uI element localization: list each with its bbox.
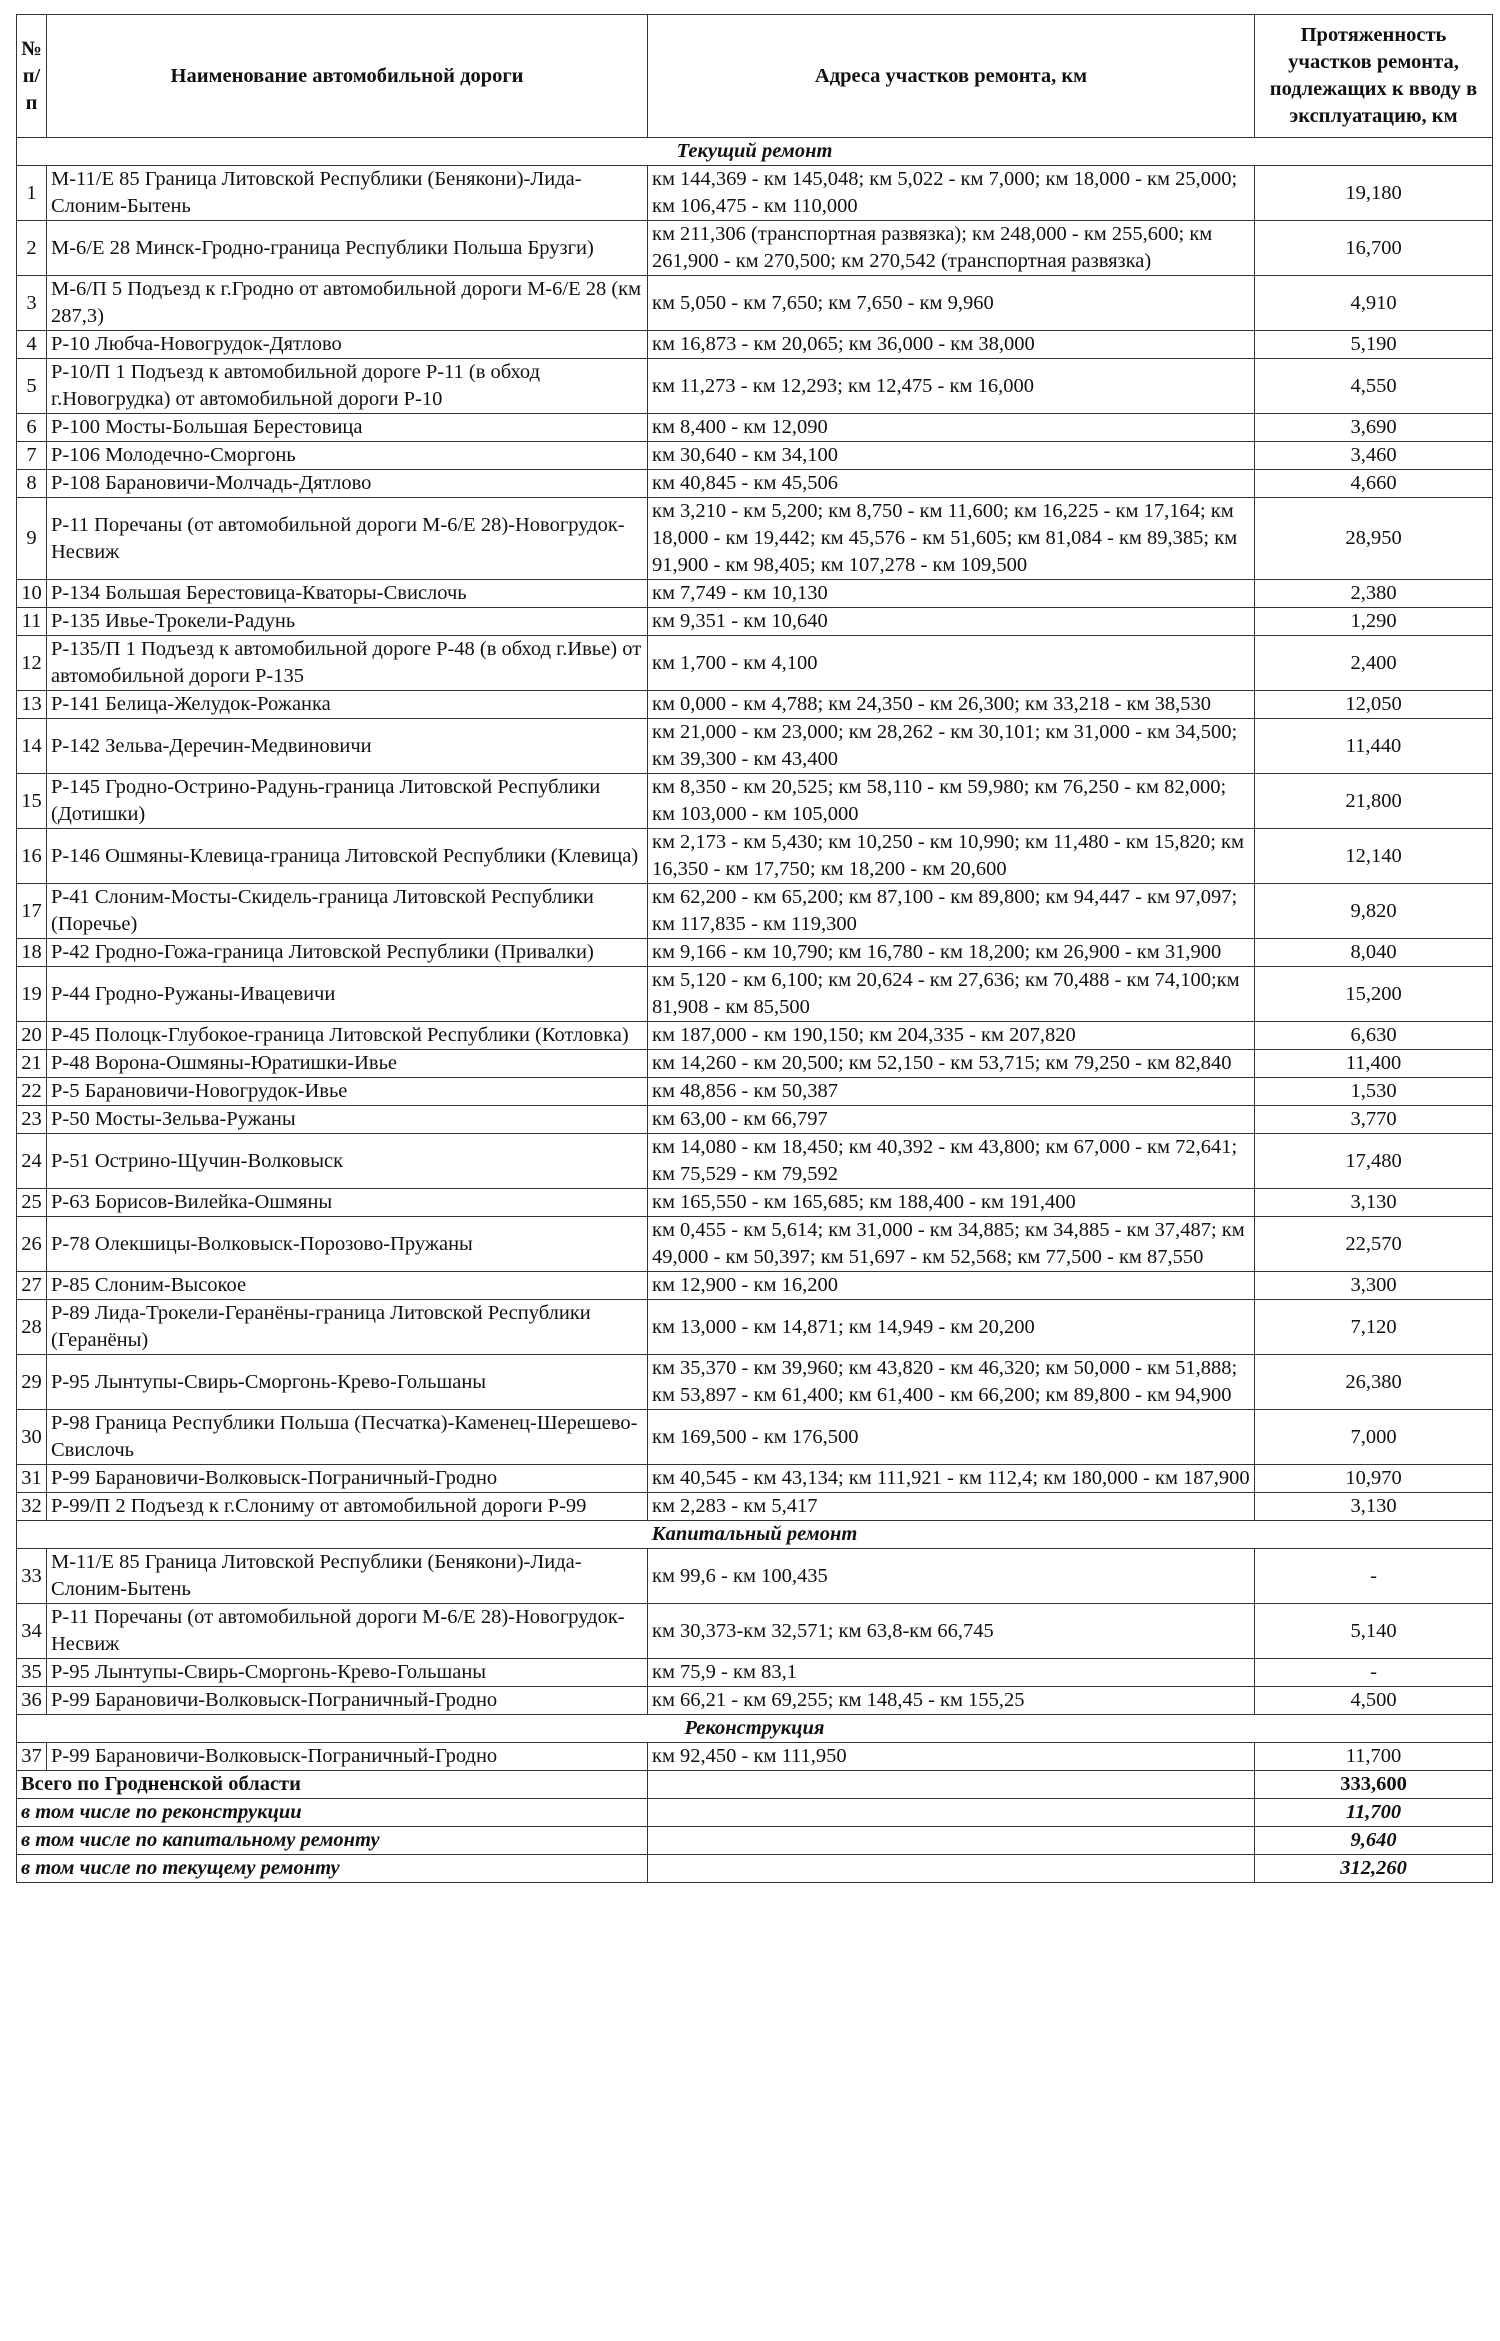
total-value: 312,260 [1255, 1855, 1493, 1883]
repair-length: - [1255, 1549, 1493, 1604]
repair-addresses: км 14,080 - км 18,450; км 40,392 - км 43,800; км 67,000 - км 72,641; км 75,529 - км 79,592 [648, 1134, 1255, 1189]
total-value: 9,640 [1255, 1827, 1493, 1855]
repair-length: 11,400 [1255, 1050, 1493, 1078]
table-row [17, 498, 1493, 580]
table-row [17, 1549, 1493, 1604]
header-length: Протяженность участков ремонта, подлежащих к вводу в эксплуатацию, км [1255, 15, 1493, 138]
repair-addresses: км 13,000 - км 14,871; км 14,949 - км 20,200 [648, 1300, 1255, 1355]
row-number: 2 [17, 221, 47, 276]
repair-length: 3,460 [1255, 442, 1493, 470]
repair-length: 16,700 [1255, 221, 1493, 276]
row-number: 31 [17, 1465, 47, 1493]
repair-length: 5,140 [1255, 1604, 1493, 1659]
road-name: Р-42 Гродно-Гожа-граница Литовской Республики (Привалки) [47, 939, 648, 967]
road-name: М-11/Е 85 Граница Литовской Республики (Бенякони)-Лида-Слоним-Бытень [47, 166, 648, 221]
road-name: Р-44 Гродно-Ружаны-Ивацевичи [47, 967, 648, 1022]
row-number: 22 [17, 1078, 47, 1106]
repair-length: 4,550 [1255, 359, 1493, 414]
road-name: Р-95 Лынтупы-Свирь-Сморгонь-Крево-Гольшаны [47, 1355, 648, 1410]
road-name: Р-99 Барановичи-Волковыск-Пограничный-Гродно [47, 1687, 648, 1715]
row-number: 27 [17, 1272, 47, 1300]
table-row [17, 442, 1493, 470]
repair-length: 2,380 [1255, 580, 1493, 608]
row-number: 33 [17, 1549, 47, 1604]
repair-length: 11,700 [1255, 1743, 1493, 1771]
header-road-name: Наименование автомобильной дороги [47, 15, 648, 138]
header-num: № п/п [17, 15, 47, 138]
repair-addresses: км 9,351 - км 10,640 [648, 608, 1255, 636]
road-name: М-11/Е 85 Граница Литовской Республики (Бенякони)-Лида-Слоним-Бытень [47, 1549, 648, 1604]
table-body [17, 138, 1493, 1883]
total-label: в том числе по реконструкции [17, 1799, 648, 1827]
row-number: 1 [17, 166, 47, 221]
repair-addresses: км 5,050 - км 7,650; км 7,650 - км 9,960 [648, 276, 1255, 331]
section-header-row [17, 1715, 1493, 1743]
repair-length: - [1255, 1659, 1493, 1687]
repair-length: 7,000 [1255, 1410, 1493, 1465]
road-name: М-6/П 5 Подъезд к г.Гродно от автомобильной дороги М-6/Е 28 (км 287,3) [47, 276, 648, 331]
repair-length: 8,040 [1255, 939, 1493, 967]
road-name: Р-141 Белица-Желудок-Рожанка [47, 691, 648, 719]
table-row [17, 1217, 1493, 1272]
repair-addresses: км 35,370 - км 39,960; км 43,820 - км 46,320; км 50,000 - км 51,888; км 53,897 - км 61,400; км 61,400 - км 66,200; км 89,800 - км 94,900 [648, 1355, 1255, 1410]
repair-length: 28,950 [1255, 498, 1493, 580]
section-title: Реконструкция [17, 1715, 1493, 1743]
table-row [17, 636, 1493, 691]
header-row [17, 15, 1493, 138]
repair-addresses: км 48,856 - км 50,387 [648, 1078, 1255, 1106]
repair-addresses: км 12,900 - км 16,200 [648, 1272, 1255, 1300]
table-row [17, 221, 1493, 276]
row-number: 24 [17, 1134, 47, 1189]
subtotal-row [17, 1855, 1493, 1883]
row-number: 35 [17, 1659, 47, 1687]
repair-length: 12,140 [1255, 829, 1493, 884]
table-row [17, 1300, 1493, 1355]
table-row [17, 829, 1493, 884]
road-name: Р-99/П 2 Подъезд к г.Слониму от автомобильной дороги Р-99 [47, 1493, 648, 1521]
road-name: Р-11 Поречаны (от автомобильной дороги М-6/Е 28)-Новогрудок-Несвиж [47, 1604, 648, 1659]
table-row [17, 1743, 1493, 1771]
table-row [17, 359, 1493, 414]
row-number: 37 [17, 1743, 47, 1771]
repair-addresses: км 63,00 - км 66,797 [648, 1106, 1255, 1134]
row-number: 15 [17, 774, 47, 829]
table-row [17, 1465, 1493, 1493]
repair-length: 4,660 [1255, 470, 1493, 498]
table-row [17, 276, 1493, 331]
table-row [17, 1272, 1493, 1300]
road-name: Р-100 Мосты-Большая Берестовица [47, 414, 648, 442]
road-name: Р-145 Гродно-Острино-Радунь-граница Литовской Республики (Дотишки) [47, 774, 648, 829]
repair-addresses: км 92,450 - км 111,950 [648, 1743, 1255, 1771]
row-number: 19 [17, 967, 47, 1022]
row-number: 10 [17, 580, 47, 608]
repair-length: 6,630 [1255, 1022, 1493, 1050]
road-name: Р-106 Молодечно-Сморгонь [47, 442, 648, 470]
total-value: 333,600 [1255, 1771, 1493, 1799]
road-name: Р-50 Мосты-Зельва-Ружаны [47, 1106, 648, 1134]
repair-length: 4,910 [1255, 276, 1493, 331]
total-empty-cell [648, 1799, 1255, 1827]
row-number: 3 [17, 276, 47, 331]
repair-length: 10,970 [1255, 1465, 1493, 1493]
table-row [17, 1604, 1493, 1659]
road-name: Р-78 Олекшицы-Волковыск-Порозово-Пружаны [47, 1217, 648, 1272]
table-row [17, 1355, 1493, 1410]
table-row [17, 470, 1493, 498]
repair-length: 15,200 [1255, 967, 1493, 1022]
row-number: 29 [17, 1355, 47, 1410]
road-name: Р-98 Граница Республики Польша (Песчатка)-Каменец-Шерешево-Свислочь [47, 1410, 648, 1465]
repair-addresses: км 40,545 - км 43,134; км 111,921 - км 112,4; км 180,000 - км 187,900 [648, 1465, 1255, 1493]
road-name: Р-48 Ворона-Ошмяны-Юратишки-Ивье [47, 1050, 648, 1078]
road-name: Р-108 Барановичи-Молчадь-Дятлово [47, 470, 648, 498]
row-number: 30 [17, 1410, 47, 1465]
road-name: Р-63 Борисов-Вилейка-Ошмяны [47, 1189, 648, 1217]
header-addresses: Адреса участков ремонта, км [648, 15, 1255, 138]
row-number: 32 [17, 1493, 47, 1521]
repair-addresses: км 8,400 - км 12,090 [648, 414, 1255, 442]
road-name: Р-95 Лынтупы-Свирь-Сморгонь-Крево-Гольшаны [47, 1659, 648, 1687]
road-name: Р-146 Ошмяны-Клевица-граница Литовской Республики (Клевица) [47, 829, 648, 884]
repair-addresses: км 14,260 - км 20,500; км 52,150 - км 53,715; км 79,250 - км 82,840 [648, 1050, 1255, 1078]
table-row [17, 939, 1493, 967]
total-row [17, 1771, 1493, 1799]
repair-addresses: км 7,749 - км 10,130 [648, 580, 1255, 608]
road-name: Р-99 Барановичи-Волковыск-Пограничный-Гродно [47, 1743, 648, 1771]
road-name: Р-99 Барановичи-Волковыск-Пограничный-Гродно [47, 1465, 648, 1493]
road-name: Р-10 Любча-Новогрудок-Дятлово [47, 331, 648, 359]
road-name: Р-10/П 1 Подъезд к автомобильной дороге Р-11 (в обход г.Новогрудка) от автомобильной дороги Р-10 [47, 359, 648, 414]
repair-length: 3,770 [1255, 1106, 1493, 1134]
repair-length: 19,180 [1255, 166, 1493, 221]
table-row [17, 774, 1493, 829]
total-label: в том числе по капитальному ремонту [17, 1827, 648, 1855]
repair-addresses: км 165,550 - км 165,685; км 188,400 - км 191,400 [648, 1189, 1255, 1217]
table-row [17, 608, 1493, 636]
subtotal-row [17, 1827, 1493, 1855]
row-number: 16 [17, 829, 47, 884]
repair-length: 3,130 [1255, 1189, 1493, 1217]
repair-addresses: км 11,273 - км 12,293; км 12,475 - км 16,000 [648, 359, 1255, 414]
repair-addresses: км 2,283 - км 5,417 [648, 1493, 1255, 1521]
repair-addresses: км 2,173 - км 5,430; км 10,250 - км 10,990; км 11,480 - км 15,820; км 16,350 - км 17,750; км 18,200 - км 20,600 [648, 829, 1255, 884]
repair-addresses: км 0,455 - км 5,614; км 31,000 - км 34,885; км 34,885 - км 37,487; км 49,000 - км 50,397; км 51,697 - км 52,568; км 77,500 - км 87,550 [648, 1217, 1255, 1272]
total-empty-cell [648, 1855, 1255, 1883]
road-name: Р-89 Лида-Трокели-Геранёны-граница Литовской Республики (Геранёны) [47, 1300, 648, 1355]
row-number: 5 [17, 359, 47, 414]
table-row [17, 1106, 1493, 1134]
repair-addresses: км 21,000 - км 23,000; км 28,262 - км 30,101; км 31,000 - км 34,500; км 39,300 - км 43,400 [648, 719, 1255, 774]
road-name: Р-45 Полоцк-Глубокое-граница Литовской Республики (Котловка) [47, 1022, 648, 1050]
repair-addresses: км 75,9 - км 83,1 [648, 1659, 1255, 1687]
table-row [17, 1189, 1493, 1217]
repair-addresses: км 8,350 - км 20,525; км 58,110 - км 59,980; км 76,250 - км 82,000; км 103,000 - км 105,000 [648, 774, 1255, 829]
table-row [17, 884, 1493, 939]
row-number: 26 [17, 1217, 47, 1272]
repair-length: 12,050 [1255, 691, 1493, 719]
row-number: 25 [17, 1189, 47, 1217]
row-number: 4 [17, 331, 47, 359]
table-row [17, 719, 1493, 774]
row-number: 23 [17, 1106, 47, 1134]
table-row [17, 414, 1493, 442]
repair-length: 21,800 [1255, 774, 1493, 829]
repair-addresses: км 99,6 - км 100,435 [648, 1549, 1255, 1604]
repair-length: 1,530 [1255, 1078, 1493, 1106]
row-number: 14 [17, 719, 47, 774]
repair-length: 7,120 [1255, 1300, 1493, 1355]
repair-addresses: км 3,210 - км 5,200; км 8,750 - км 11,600; км 16,225 - км 17,164; км 18,000 - км 19,442; км 45,576 - км 51,605; км 81,084 - км 89,385; км 91,900 - км 98,405; км 107,278 - км 109,500 [648, 498, 1255, 580]
repair-addresses: км 169,500 - км 176,500 [648, 1410, 1255, 1465]
subtotal-row [17, 1799, 1493, 1827]
road-name: Р-5 Барановичи-Новогрудок-Ивье [47, 1078, 648, 1106]
table-row [17, 1022, 1493, 1050]
repair-addresses: км 30,373-км 32,571; км 63,8-км 66,745 [648, 1604, 1255, 1659]
repair-length: 26,380 [1255, 1355, 1493, 1410]
road-name: Р-11 Поречаны (от автомобильной дороги М-6/Е 28)-Новогрудок-Несвиж [47, 498, 648, 580]
repair-addresses: км 40,845 - км 45,506 [648, 470, 1255, 498]
repair-length: 4,500 [1255, 1687, 1493, 1715]
table-row [17, 1134, 1493, 1189]
row-number: 18 [17, 939, 47, 967]
table-row [17, 166, 1493, 221]
row-number: 34 [17, 1604, 47, 1659]
table-row [17, 331, 1493, 359]
table-row [17, 1659, 1493, 1687]
repair-addresses: км 144,369 - км 145,048; км 5,022 - км 7,000; км 18,000 - км 25,000; км 106,475 - км 110,000 [648, 166, 1255, 221]
total-empty-cell [648, 1771, 1255, 1799]
road-name: Р-142 Зельва-Деречин-Медвиновичи [47, 719, 648, 774]
table-row [17, 1493, 1493, 1521]
road-name: Р-51 Острино-Щучин-Волковыск [47, 1134, 648, 1189]
repair-length: 1,290 [1255, 608, 1493, 636]
row-number: 7 [17, 442, 47, 470]
table-row [17, 1410, 1493, 1465]
table-row [17, 967, 1493, 1022]
row-number: 28 [17, 1300, 47, 1355]
repair-addresses: км 211,306 (транспортная развязка); км 248,000 - км 255,600; км 261,900 - км 270,500; км 270,542 (транспортная развязка) [648, 221, 1255, 276]
repair-length: 3,130 [1255, 1493, 1493, 1521]
road-name: Р-41 Слоним-Мосты-Скидель-граница Литовской Республики (Поречье) [47, 884, 648, 939]
section-header-row [17, 138, 1493, 166]
repair-length: 9,820 [1255, 884, 1493, 939]
repair-length: 3,690 [1255, 414, 1493, 442]
row-number: 12 [17, 636, 47, 691]
total-label: в том числе по текущему ремонту [17, 1855, 648, 1883]
road-name: М-6/Е 28 Минск-Гродно-граница Республики Польша Брузги) [47, 221, 648, 276]
row-number: 36 [17, 1687, 47, 1715]
repair-length: 17,480 [1255, 1134, 1493, 1189]
table-row [17, 691, 1493, 719]
repair-length: 5,190 [1255, 331, 1493, 359]
table-row [17, 1050, 1493, 1078]
row-number: 8 [17, 470, 47, 498]
repair-addresses: км 9,166 - км 10,790; км 16,780 - км 18,200; км 26,900 - км 31,900 [648, 939, 1255, 967]
table-row [17, 1687, 1493, 1715]
row-number: 17 [17, 884, 47, 939]
repair-addresses: км 1,700 - км 4,100 [648, 636, 1255, 691]
repair-addresses: км 62,200 - км 65,200; км 87,100 - км 89,800; км 94,447 - км 97,097; км 117,835 - км 119,300 [648, 884, 1255, 939]
repair-addresses: км 30,640 - км 34,100 [648, 442, 1255, 470]
table-row [17, 580, 1493, 608]
repair-length: 3,300 [1255, 1272, 1493, 1300]
road-name: Р-85 Слоним-Высокое [47, 1272, 648, 1300]
total-label: Всего по Гродненской области [17, 1771, 648, 1799]
repair-addresses: км 66,21 - км 69,255; км 148,45 - км 155,25 [648, 1687, 1255, 1715]
repair-length: 11,440 [1255, 719, 1493, 774]
repair-addresses: км 0,000 - км 4,788; км 24,350 - км 26,300; км 33,218 - км 38,530 [648, 691, 1255, 719]
row-number: 11 [17, 608, 47, 636]
row-number: 21 [17, 1050, 47, 1078]
road-name: Р-134 Большая Берестовица-Кваторы-Свислочь [47, 580, 648, 608]
repair-addresses: км 187,000 - км 190,150; км 204,335 - км 207,820 [648, 1022, 1255, 1050]
row-number: 9 [17, 498, 47, 580]
row-number: 6 [17, 414, 47, 442]
total-value: 11,700 [1255, 1799, 1493, 1827]
road-name: Р-135/П 1 Подъезд к автомобильной дороге Р-48 (в обход г.Ивье) от автомобильной дороги Р-135 [47, 636, 648, 691]
section-title: Текущий ремонт [17, 138, 1493, 166]
road-repair-table [16, 14, 1493, 1883]
row-number: 20 [17, 1022, 47, 1050]
repair-addresses: км 16,873 - км 20,065; км 36,000 - км 38,000 [648, 331, 1255, 359]
table-row [17, 1078, 1493, 1106]
row-number: 13 [17, 691, 47, 719]
section-title: Капитальный ремонт [17, 1521, 1493, 1549]
total-empty-cell [648, 1827, 1255, 1855]
section-header-row [17, 1521, 1493, 1549]
repair-length: 2,400 [1255, 636, 1493, 691]
road-name: Р-135 Ивье-Трокели-Радунь [47, 608, 648, 636]
repair-addresses: км 5,120 - км 6,100; км 20,624 - км 27,636; км 70,488 - км 74,100;км 81,908 - км 85,500 [648, 967, 1255, 1022]
repair-length: 22,570 [1255, 1217, 1493, 1272]
